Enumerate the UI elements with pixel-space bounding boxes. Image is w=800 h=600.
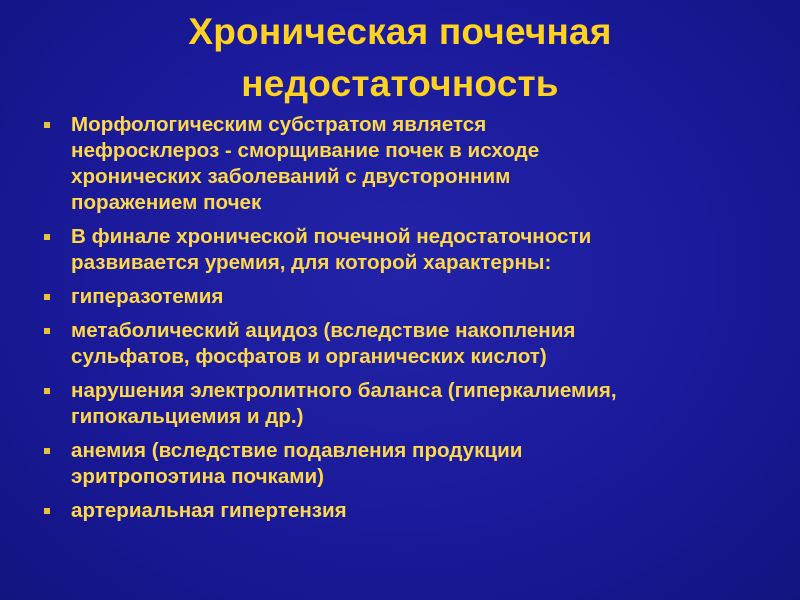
square-bullet-icon xyxy=(44,122,50,128)
bullet-item xyxy=(40,438,780,490)
bullet-text-line: гиперазотемия xyxy=(71,285,224,308)
square-bullet-icon xyxy=(44,448,50,454)
bullet-text-line: В финале хронической почечной недостаточности xyxy=(71,225,592,248)
slide-title xyxy=(0,6,800,110)
bullet-item xyxy=(40,224,780,276)
bullet-text-line: нарушения электролитного баланса (гиперкалиемия, xyxy=(71,379,617,402)
slide-title-line: Хроническая почечная xyxy=(188,11,612,52)
square-bullet-icon xyxy=(44,508,50,514)
bullet-text-line: артериальная гипертензия xyxy=(71,499,347,522)
square-bullet-icon xyxy=(44,234,50,240)
bullet-text-line: развивается уремия, для которой характерны: xyxy=(71,251,552,274)
bullet-text-line: сульфатов, фосфатов и органических кислот) xyxy=(71,345,547,368)
square-bullet-icon xyxy=(44,388,50,394)
bullet-item xyxy=(40,498,780,524)
bullet-item xyxy=(40,112,780,216)
bullet-text-line: поражением почек xyxy=(71,191,262,214)
bullet-text-line: нефросклероз - сморщивание почек в исходе xyxy=(71,139,540,162)
square-bullet-icon xyxy=(44,328,50,334)
bullet-text-line: анемия (вследствие подавления продукции xyxy=(71,439,523,462)
bullet-item xyxy=(40,378,780,430)
bullet-text-line: гипокальциемия и др.) xyxy=(71,405,304,428)
bullet-text-line: Морфологическим субстратом является xyxy=(71,113,487,136)
slide-title-line: недостаточность xyxy=(241,63,559,104)
bullet-list xyxy=(40,112,780,532)
bullet-item xyxy=(40,284,780,310)
bullet-text-line: метаболический ацидоз (вследствие накопления xyxy=(71,319,576,342)
bullet-text-line: эритропоэтина почками) xyxy=(71,465,325,488)
square-bullet-icon xyxy=(44,294,50,300)
bullet-text-line: хронических заболеваний с двусторонним xyxy=(71,165,511,188)
bullet-item xyxy=(40,318,780,370)
